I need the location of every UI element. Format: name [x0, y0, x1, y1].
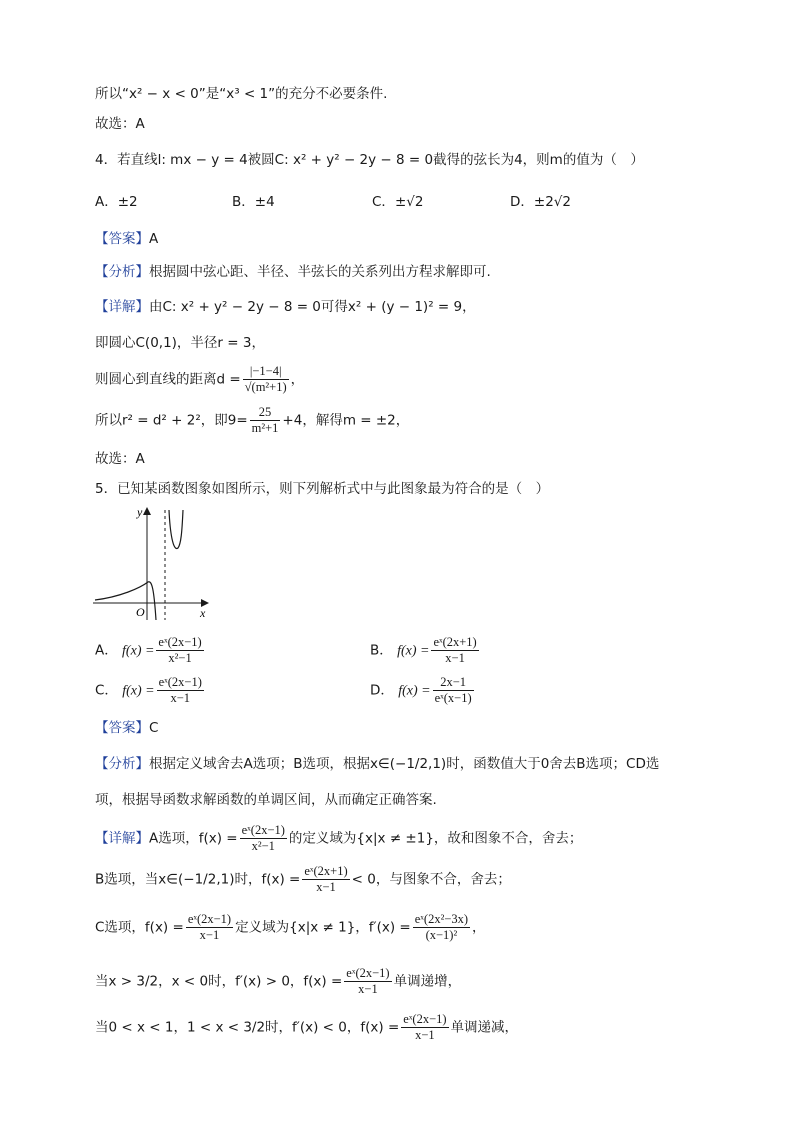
- detail-text: 由C: x² + y² − 2y − 8 = 0可得x² + (y − 1)² = 9，: [149, 299, 476, 315]
- detail-line-fraction: [95, 364, 304, 395]
- text-segment: 定义域为{x|x ≠ 1}，f′(x) =: [235, 919, 411, 936]
- fraction: [433, 675, 474, 706]
- answer-line: [95, 229, 158, 249]
- question-4: 4．若直线l: mx − y = 4被圆C: x² + y² − 2y − 8 = 0截得的弦长为4，则m的值为（ ）: [95, 152, 644, 168]
- option-value: ±2: [117, 194, 138, 210]
- detail-line-fraction: [95, 966, 461, 997]
- q5-option-a: [95, 635, 206, 666]
- text-segment: ，: [472, 919, 486, 936]
- text-segment: 则圆心到直线的距离d =: [95, 371, 241, 388]
- denominator: x−1: [358, 982, 378, 996]
- fraction: [250, 405, 281, 436]
- option-label: A．: [95, 194, 118, 210]
- denominator: √(m²+1): [244, 380, 287, 394]
- denominator: (x−1)²: [425, 928, 458, 942]
- option-lhs: f(x) =: [397, 643, 430, 659]
- text-segment: 所以r² = d² + 2²，即9=: [95, 412, 248, 429]
- option-label: C．: [372, 194, 395, 210]
- numerator: eˣ(2x−1): [241, 823, 285, 837]
- option-value: ±√2: [394, 194, 424, 210]
- text-line: 故选：A: [95, 451, 145, 467]
- analysis-line: [95, 262, 491, 282]
- denominator: x−1: [445, 651, 465, 665]
- function-graph: [90, 502, 215, 622]
- fraction: [431, 635, 478, 666]
- q4-option-c: [372, 192, 423, 212]
- numerator: eˣ(2x²−3x): [414, 912, 469, 926]
- analysis-line-cont: 项，根据导函数求解函数的单调区间，从而确定正确答案.: [95, 792, 437, 808]
- option-lhs: f(x) =: [122, 643, 155, 659]
- analysis-line: [95, 754, 659, 774]
- fraction: [186, 912, 233, 943]
- q4-option-a: [95, 192, 138, 212]
- fraction: [156, 635, 203, 666]
- analysis-text: 根据圆中弦心距、半径、半弦长的关系列出方程求解即可.: [149, 264, 491, 280]
- numerator: eˣ(2x+1): [304, 864, 348, 878]
- denominator: x−1: [170, 691, 191, 705]
- q5-option-c: [95, 675, 206, 706]
- answer-value: A: [149, 231, 159, 247]
- denominator: x−1: [199, 928, 220, 942]
- option-label: C．: [95, 682, 118, 699]
- denominator: eˣ(x−1): [434, 691, 472, 705]
- text-segment: 单调递减，: [450, 1019, 519, 1036]
- text-line: 故选：A: [95, 116, 145, 132]
- answer-line: [95, 718, 158, 738]
- answer-tag: 【答案】: [95, 720, 149, 736]
- numerator: 25: [250, 405, 281, 421]
- numerator: eˣ(2x−1): [158, 635, 202, 649]
- denominator: x²−1: [168, 651, 192, 665]
- curve-right: [169, 510, 183, 549]
- q4-option-b: [232, 192, 275, 212]
- text-segment: 当x > 3/2，x < 0时，f′(x) > 0，f(x) =: [95, 973, 343, 990]
- text-segment: B选项，当x∈(−1/2,1)时，f(x) =: [95, 871, 301, 888]
- option-value: ±4: [254, 194, 275, 210]
- text-segment: 单调递增，: [393, 973, 462, 990]
- option-lhs: f(x) =: [398, 683, 431, 699]
- fraction: [157, 675, 204, 706]
- denominator: x²−1: [251, 839, 275, 853]
- q5-option-d: [370, 675, 476, 706]
- numerator: eˣ(2x−1): [346, 966, 390, 980]
- detail-line: [95, 297, 476, 317]
- option-lhs: f(x) =: [122, 683, 155, 699]
- text-segment: < 0，与图象不合，舍去；: [351, 871, 511, 888]
- option-label: B．: [370, 642, 393, 659]
- text-segment: ，: [290, 371, 305, 388]
- detail-line-fraction: [95, 912, 486, 943]
- numerator: eˣ(2x+1): [433, 635, 477, 649]
- q4-option-d: [510, 192, 571, 212]
- detail-tag: 【详解】: [95, 299, 149, 315]
- denominator: x−1: [316, 880, 336, 894]
- question-5: 5．已知某函数图象如图所示，则下列解析式中与此图象最为符合的是（ ）: [95, 481, 550, 497]
- text-segment: A选项，f(x) =: [149, 830, 238, 847]
- text-segment: 的定义域为{x|x ≠ ±1}，故和图象不合，舍去；: [288, 830, 583, 847]
- numerator: eˣ(2x−1): [403, 1012, 447, 1026]
- analysis-tag: 【分析】: [95, 756, 149, 772]
- x-axis-label: x: [200, 606, 206, 620]
- q5-option-b: [370, 635, 481, 666]
- detail-line-fraction: [95, 823, 582, 854]
- analysis-text: 根据定义域舍去A选项；B选项，根据x∈(−1/2,1)时，函数值大于0舍去B选项；CD选: [149, 756, 660, 772]
- denominator: x−1: [415, 1028, 435, 1042]
- option-label: D．: [510, 194, 534, 210]
- y-axis-label: y: [137, 505, 143, 519]
- numerator: |−1−4|: [243, 364, 289, 380]
- analysis-tag: 【分析】: [95, 264, 149, 280]
- fraction: [240, 823, 287, 854]
- option-label: A．: [95, 642, 118, 659]
- origin-label: O: [136, 605, 145, 619]
- answer-tag: 【答案】: [95, 231, 149, 247]
- detail-line-fraction: [95, 405, 409, 436]
- text-line: 所以“x² − x < 0”是“x³ < 1”的充分不必要条件.: [95, 86, 388, 102]
- numerator: 2x−1: [433, 675, 474, 691]
- numerator: eˣ(2x−1): [158, 675, 202, 689]
- denominator: m²+1: [251, 421, 279, 435]
- detail-line-fraction: [95, 1012, 518, 1043]
- fraction: [413, 912, 470, 943]
- text-segment: 当0 < x < 1，1 < x < 3/2时，f′(x) < 0，f(x) =: [95, 1019, 400, 1036]
- fraction: [401, 1012, 448, 1043]
- detail-line: 即圆心C(0,1)，半径r = 3，: [95, 335, 265, 351]
- fraction: [302, 864, 349, 895]
- fraction: [344, 966, 391, 997]
- text-segment: +4，解得m = ±2，: [282, 412, 410, 429]
- option-value: ±2√2: [533, 194, 571, 210]
- option-label: D．: [370, 682, 394, 699]
- detail-tag: 【详解】: [95, 830, 149, 847]
- fraction: [243, 364, 289, 395]
- numerator: eˣ(2x−1): [187, 912, 232, 926]
- detail-line-fraction: [95, 864, 511, 895]
- answer-value: C: [149, 720, 159, 736]
- text-segment: C选项，f(x) =: [95, 919, 184, 936]
- option-label: B．: [232, 194, 255, 210]
